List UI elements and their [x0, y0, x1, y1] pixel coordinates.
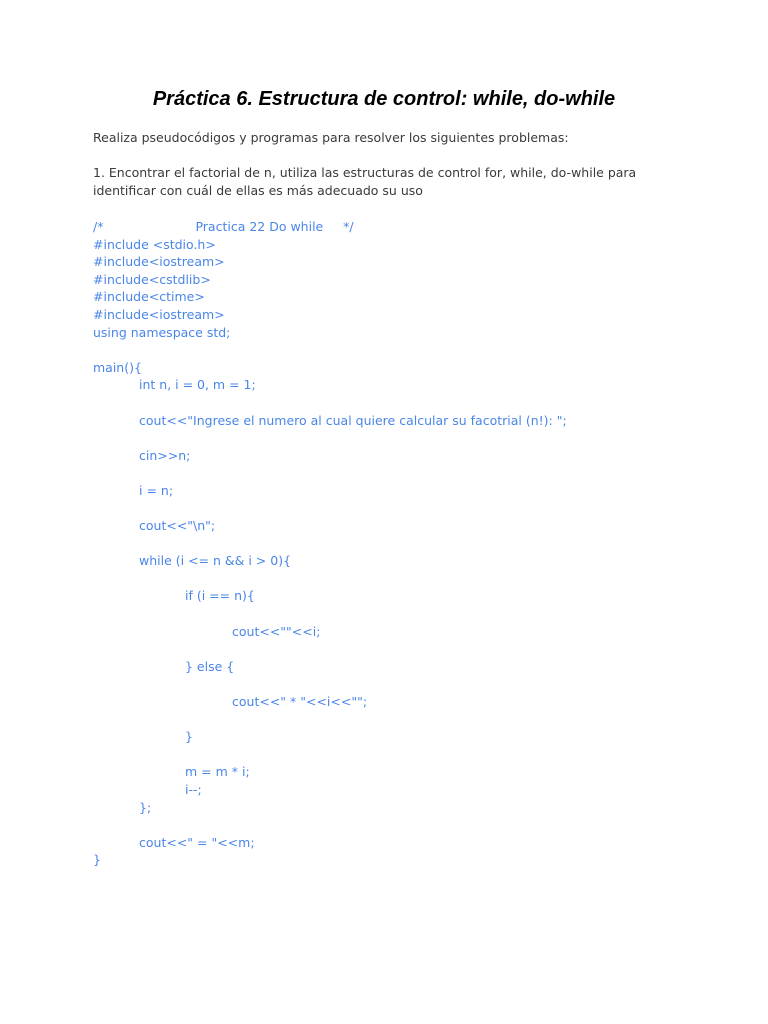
code-line: cin>>n; [139, 447, 191, 463]
code-line: cout<<"Ingrese el numero al cual quiere calcular su facotrial (n!): "; [139, 412, 567, 428]
code-line: using namespace std; [93, 324, 231, 340]
code-line: }; [139, 799, 152, 815]
code-line: m = m * i; [185, 764, 250, 780]
code-line: i = n; [139, 482, 174, 498]
code-line: cout<<"\n"; [139, 518, 216, 534]
code-line: } [185, 729, 193, 745]
intro-paragraph: Realiza pseudocódigos y programas para resolver los siguientes problemas: [93, 130, 569, 145]
code-blank-line [93, 640, 693, 658]
code-blank-line [93, 570, 693, 588]
code-blank-line [93, 464, 693, 482]
code-line: #include<iostream> [93, 306, 225, 322]
comment-open: /* [93, 219, 104, 234]
code-line: } else { [185, 658, 235, 674]
code-line: int n, i = 0, m = 1; [139, 377, 256, 393]
code-blank-line [93, 394, 693, 412]
code-blank-line [93, 816, 693, 834]
code-line: #include<cstdlib> [93, 271, 211, 287]
code-blank-line [93, 429, 693, 447]
code-line: while (i <= n && i > 0){ [139, 553, 292, 569]
code-blank-line [93, 535, 693, 553]
code-blank-line [93, 711, 693, 729]
code-blank-line [93, 605, 693, 623]
code-blank-line [93, 746, 693, 764]
comment-text: Practica 22 Do while */ [195, 219, 354, 234]
code-line: cout<<" * "<<i<<""; [232, 694, 368, 710]
code-blank-line [93, 675, 693, 693]
code-line: } [93, 852, 101, 868]
page-title: Práctica 6. Estructura de control: while, do-while [152, 88, 616, 110]
code-line: cout<<" = "<<m; [139, 834, 255, 850]
code-blank-line [93, 500, 693, 518]
code-blank-line [93, 341, 693, 359]
code-line: #include<ctime> [93, 289, 205, 305]
problem-1-paragraph: 1. Encontrar el factorial de n, utiliza las estructuras de control for, while, do-while para identificar con cuál de ellas es más adecuado su uso [93, 165, 637, 198]
code-line: #include <stdio.h> [93, 236, 216, 252]
code-line: cout<<""<<i; [232, 623, 321, 639]
code-line: main(){ [93, 359, 142, 375]
code-line: #include<iostream> [93, 254, 225, 270]
code-line: if (i == n){ [185, 588, 255, 604]
code-listing [93, 218, 693, 869]
code-line: i--; [185, 782, 202, 797]
code-comment-line [93, 218, 693, 236]
